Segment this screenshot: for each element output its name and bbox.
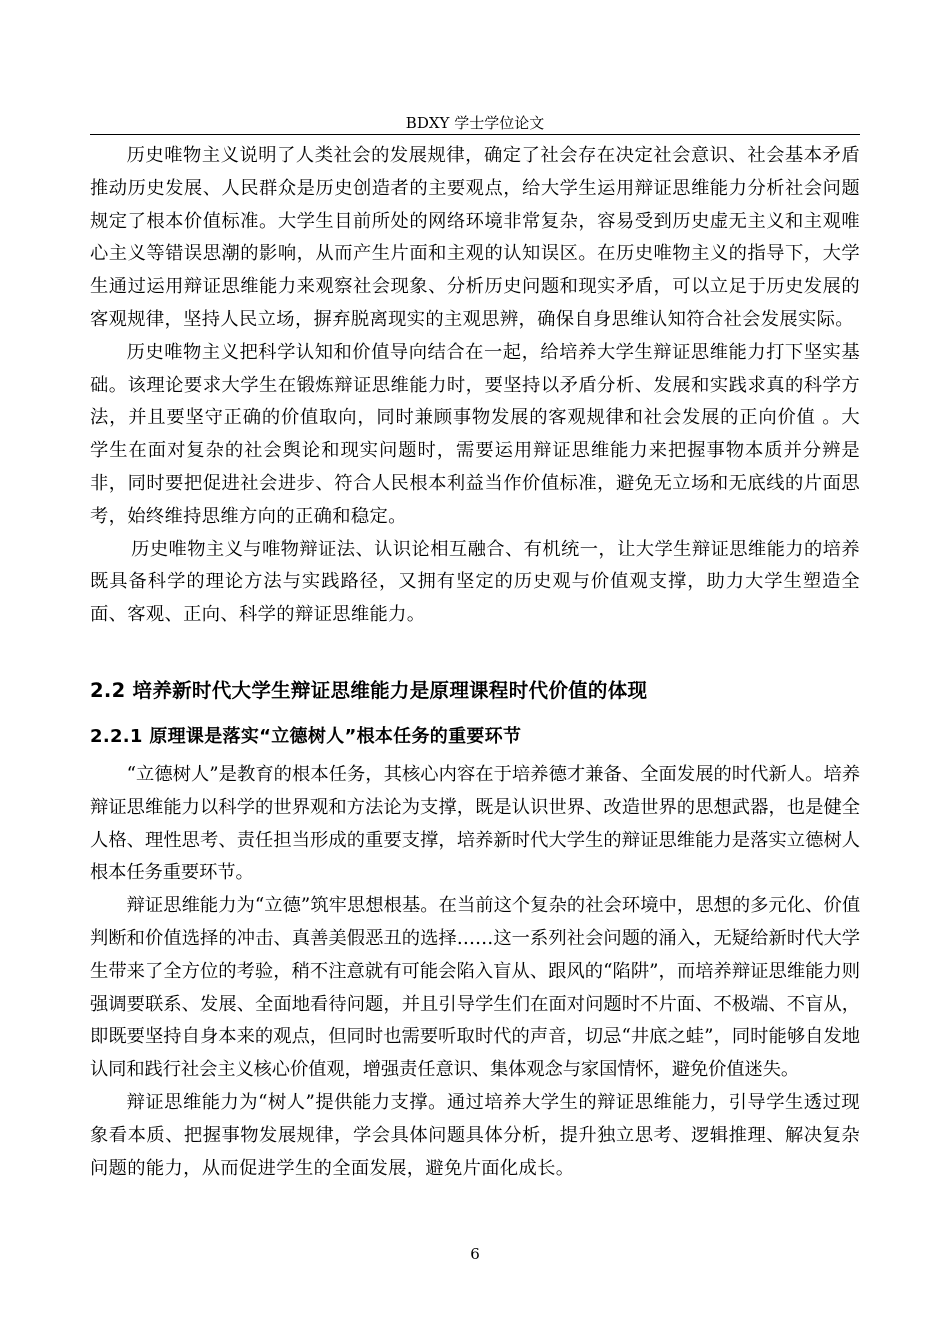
header-rule <box>90 134 860 135</box>
section-spacer <box>90 632 860 672</box>
section-heading: 2.2 培养新时代大学生辩证思维能力是原理课程时代价值的体现 <box>90 678 648 702</box>
body-paragraph: 历史唯物主义把科学认知和价值导向结合在一起，给培养大学生辩证思维能力打下坚实基础。该理论要求大学生在锻炼辩证思维能力时，要坚持以矛盾分析、发展和实践求真的科学方法，并且要坚守正确的价值取向，同时兼顾事物发展的客观规律和社会发展的正向价值 。大学生在面对复杂的社会舆论和现实问题时，需要运用辩证思维能力来把握事物本质并分辨是非，同时要把促进社会进步、符合人民根本利益当作价值标准，避免无立场和无底线的片面思考，始终维持思维方向的正确和稳定。 <box>90 341 860 527</box>
body-paragraph: “立德树人”是教育的根本任务，其核心内容在于培养德才兼备、全面发展的时代新人。培养辩证思维能力以科学的世界观和方法论为支撑，既是认识世界、改造世界的思想武器，也是健全人格、理性思考、责任担当形成的重要支撑，培养新时代大学生的辩证思维能力是落实立德树人根本任务重要环节。 <box>90 763 860 884</box>
subsection-heading: 2.2.1 原理课是落实“立德树人”根本任务的重要环节 <box>90 725 522 747</box>
body-paragraph: 历史唯物主义与唯物辩证法、认识论相互融合、有机统一，让大学生辩证思维能力的培养既具备科学的理论方法与实践路径，又拥有坚定的历史观与价值观支撑，助力大学生塑造全面、客观、正向、科学的辩证思维能力。 <box>90 538 860 626</box>
body-paragraph: 辩证思维能力为“树人”提供能力支撑。通过培养大学生的辩证思维能力，引导学生透过现象看本质、把握事物发展规律，学会具体问题具体分析，提升独立思考、逻辑推理、解决复杂问题的能力，从而促进学生的全面发展，避免片面化成长。 <box>90 1091 860 1179</box>
body-paragraph: 辩证思维能力为“立德”筑牢思想根基。在当前这个复杂的社会环境中，思想的多元化、价值判断和价值选择的冲击、真善美假恶丑的选择……这一系列社会问题的涌入，无疑给新时代大学生带来了全方位的考验，稍不注意就有可能会陷入盲从、跟风的“陷阱”，而培养辩证思维能力则强调要联系、发展、全面地看待问题，并且引导学生们在面对问题时不片面、不极端、不盲从，即既要坚持自身本来的观点，但同时也需要听取时代的声音，切忌“井底之蛙”，同时能够自发地认同和践行社会主义核心价值观，增强责任意识、集体观念与家国情怀，避免价值迷失。 <box>90 895 860 1081</box>
page-body <box>90 140 860 1185</box>
page-number: 6 <box>470 1245 480 1263</box>
body-paragraph: 历史唯物主义说明了人类社会的发展规律，确定了社会存在决定社会意识、社会基本矛盾推动历史发展、人民群众是历史创造者的主要观点，给大学生运用辩证思维能力分析社会问题规定了根本价值标准。大学生目前所处的网络环境非常复杂，容易受到历史虚无主义和主观唯心主义等错误思潮的影响，从而产生片面和主观的认知误区。在历史唯物主义的指导下，大学生通过运用辩证思维能力来观察社会现象、分析历史问题和现实矛盾，可以立足于历史发展的客观规律，坚持人民立场，摒弃脱离现实的主观思辨，确保自身思维认知符合社会发展实际。 <box>90 145 860 330</box>
running-header: BDXY 学士学位论文 <box>405 114 545 132</box>
